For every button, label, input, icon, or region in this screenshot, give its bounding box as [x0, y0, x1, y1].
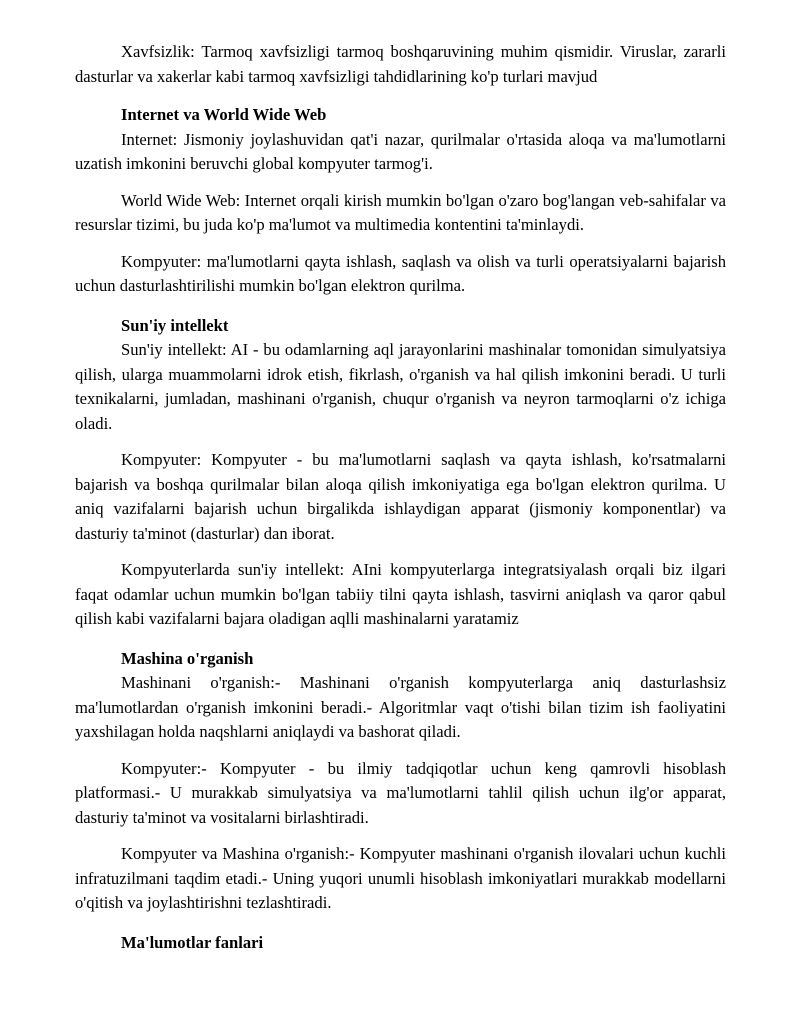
paragraph-kompyuterlarda-ai: Kompyuterlarda sun'iy intellekt: AIni kompyuterlarga integratsiyalash orqali biz ilgari faqat odamlar uchun mumkin bo'lgan tabiiy tilni qayta ishlash, tasvirni aniqlash va qaror qabul qilish kabi vazifalarni bajara oladigan aqlli mashinalarni yaratamiz	[75, 560, 726, 628]
paragraph-world-wide-web: World Wide Web: Internet orqali kirish mumkin bo'lgan o'zaro bog'langan veb-sahifalar va resurslar tizimi, bu juda ko'p ma'lumot va multimedia kontentini ta'minlaydi.	[75, 190, 726, 234]
paragraph-suniy-intellekt: Sun'iy intellekt: AI - bu odamlarning aql jarayonlarini mashinalar tomonidan simulyatsiya qilish, ularga muammolarni idrok etish, fikrlash, o'rganish va hal qilish imkonini beradi. U turli texnikalarni, jumladan, mashinani o'rganish, chuqur o'rganish va neyron tarmoqlarni o'z ichiga oladi.	[75, 340, 726, 433]
heading-mashina-organish: Mashina o'rganish	[121, 648, 254, 668]
paragraph-kompyuter-2: Kompyuter: Kompyuter - bu ma'lumotlarni saqlash va qayta ishlash, ko'rsatmalarni bajarish va boshqa qurilmalar bilan aloqa qilish imkoniyatiga ega bo'lgan elektron qurilma. U aniq vazifalarni bajarish uchun birgalikda ishlaydigan apparat (jismoniy komponentlar) va dasturiy ta'minot (dasturlar) dan iborat.	[75, 450, 726, 543]
heading-internet-www: Internet va World Wide Web	[121, 105, 327, 124]
paragraph-kompyuter-3: Kompyuter:- Kompyuter - bu ilmiy tadqiqotlar uchun keng qamrovli hisoblash platformasi.- U murakkab simulyatsiya va ma'lumotlarni tahlil qilish uchun ilg'or apparat, dasturiy ta'minot va vositalarni birlashtiradi.	[75, 758, 726, 827]
paragraph-xavfsizlik: Xavfsizlik: Tarmoq xavfsizligi tarmoq boshqaruvining muhim qismidir. Viruslar, zararli dasturlar va xakerlar kabi tarmoq xavfsizligi tahdidlarining ko'p turlari mavjud	[75, 42, 726, 86]
paragraph-internet: Internet: Jismoniy joylashuvidan qat'i nazar, qurilmalar o'rtasida aloqa va ma'lumotlarni uzatish imkonini beruvchi global kompyuter tarmog'i.	[75, 129, 726, 173]
paragraph-kompyuter-1: Kompyuter: ma'lumotlarni qayta ishlash, saqlash va olish va turli operatsiyalarni bajarish uchun dasturlashtirilishi mumkin bo'lgan elektron qurilma.	[75, 251, 726, 295]
paragraph-kompyuter-va-ml: Kompyuter va Mashina o'rganish:- Kompyuter mashinani o'rganish ilovalari uchun kuchli infratuzilmani taqdim etadi.- Uning yuqori unumli hisoblash imkoniyatlari murakkab modellarni o'qitish va joylashtirishni tezlashtiradi.	[75, 844, 726, 912]
heading-suniy-intellekt: Sun'iy intellekt	[121, 315, 229, 335]
heading-malumotlar-fanlari: Ma'lumotlar fanlari	[121, 932, 264, 952]
paragraph-mashinani-organish: Mashinani o'rganish:- Mashinani o'rganish kompyuterlarga aniq dasturlashsiz ma'lumotlardan o'rganish imkonini beradi.- Algoritmlar vaqt o'tishi bilan tizim ish faoliyatini yaxshilagan holda naqshlarni aniqlaydi va bashorat qiladi.	[75, 673, 726, 741]
